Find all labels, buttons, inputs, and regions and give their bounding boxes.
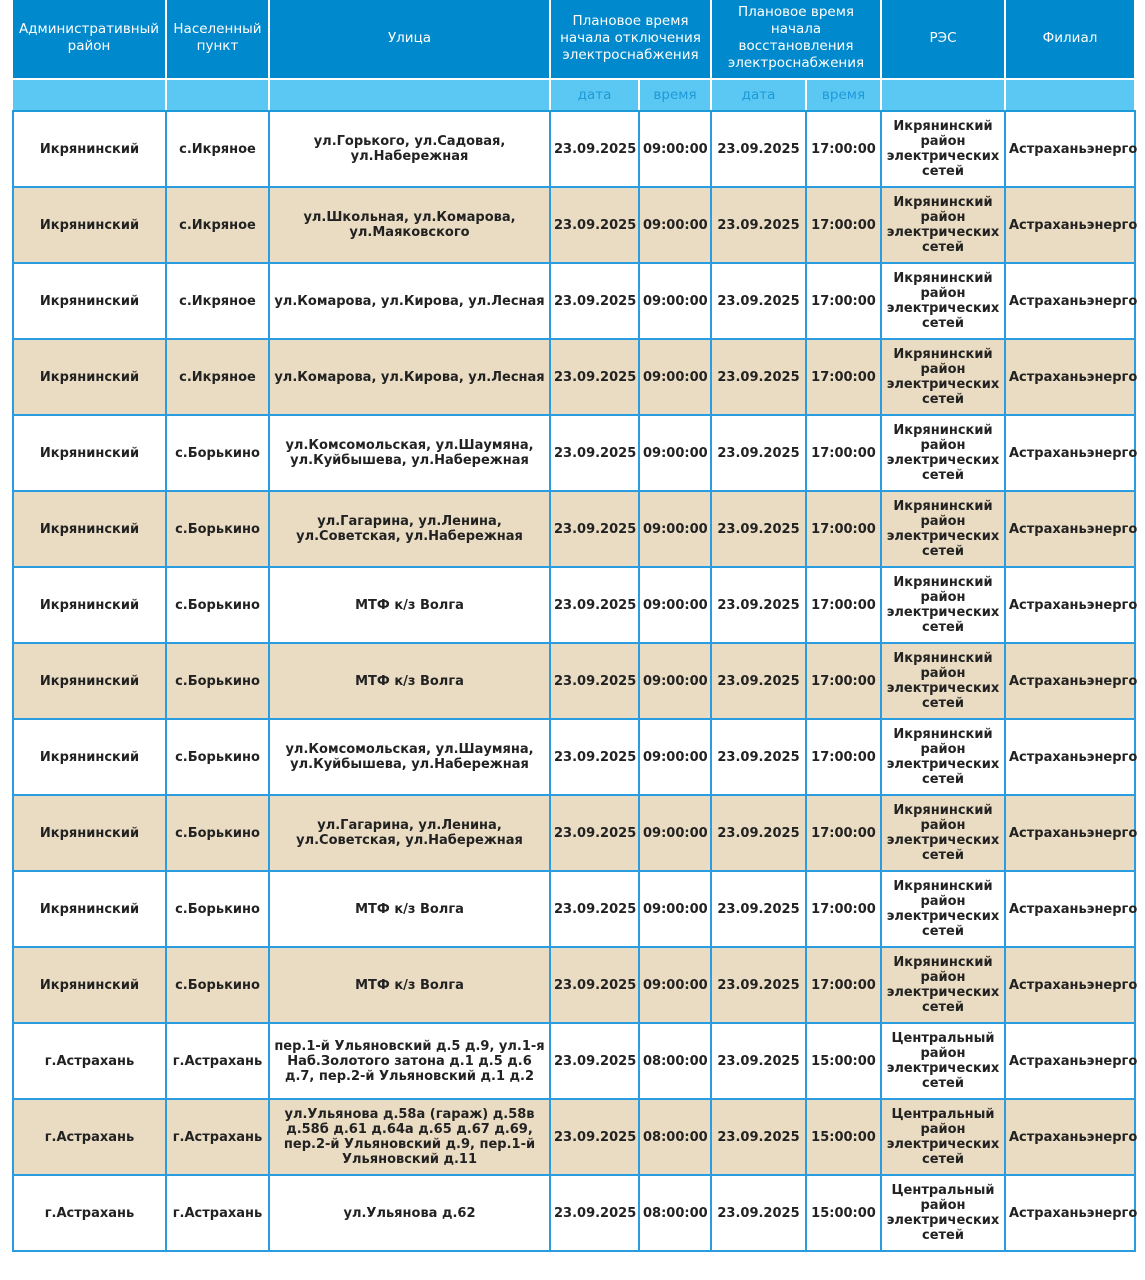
cell-settlement: с.Икряное: [166, 111, 269, 187]
cell-off-date: 23.09.2025: [550, 415, 639, 491]
cell-res: Икрянинский район электрических сетей: [881, 491, 1005, 567]
subheader-off-time: время: [639, 79, 711, 111]
cell-restore-date: 23.09.2025: [711, 339, 806, 415]
cell-res: Икрянинский район электрических сетей: [881, 263, 1005, 339]
cell-restore-date: 23.09.2025: [711, 491, 806, 567]
cell-restore-date: 23.09.2025: [711, 643, 806, 719]
subheader-off-date: дата: [550, 79, 639, 111]
table-row: [13, 795, 1135, 871]
cell-district: Икрянинский: [13, 567, 166, 643]
cell-settlement: с.Борькино: [166, 643, 269, 719]
cell-settlement: г.Астрахань: [166, 1099, 269, 1175]
cell-res: Икрянинский район электрических сетей: [881, 187, 1005, 263]
cell-branch: Астраханьэнерго: [1005, 871, 1135, 947]
cell-district: Икрянинский: [13, 415, 166, 491]
table-body: [13, 111, 1138, 1251]
cell-branch: Астраханьэнерго: [1005, 111, 1135, 187]
cell-district: Икрянинский: [13, 795, 166, 871]
cell-off-time: 09:00:00: [639, 719, 711, 795]
cell-restore-time: 17:00:00: [806, 339, 881, 415]
cell-off-date: 23.09.2025: [550, 1023, 639, 1099]
cell-res: Икрянинский район электрических сетей: [881, 719, 1005, 795]
cell-restore-time: 17:00:00: [806, 491, 881, 567]
subheader-row: [13, 79, 1135, 111]
cell-settlement: с.Борькино: [166, 415, 269, 491]
subheader-empty: [269, 79, 550, 111]
cell-settlement: с.Борькино: [166, 567, 269, 643]
cell-off-time: 08:00:00: [639, 1099, 711, 1175]
cell-restore-time: 15:00:00: [806, 1099, 881, 1175]
cell-restore-time: 17:00:00: [806, 871, 881, 947]
cell-restore-date: 23.09.2025: [711, 111, 806, 187]
subheader-empty: [1005, 79, 1135, 111]
cell-settlement: г.Астрахань: [166, 1023, 269, 1099]
cell-restore-time: 17:00:00: [806, 795, 881, 871]
cell-restore-time: 17:00:00: [806, 947, 881, 1023]
cell-off-time: 09:00:00: [639, 187, 711, 263]
cell-res: Центральный район электрических сетей: [881, 1023, 1005, 1099]
cell-restore-time: 15:00:00: [806, 1023, 881, 1099]
cell-street: ул.Комсомольская, ул.Шаумяна, ул.Куйбышева, ул.Набережная: [269, 719, 550, 795]
table-row: [13, 1023, 1135, 1099]
cell-district: Икрянинский: [13, 339, 166, 415]
cell-restore-time: 17:00:00: [806, 415, 881, 491]
cell-res: Икрянинский район электрических сетей: [881, 947, 1005, 1023]
cell-district: Икрянинский: [13, 263, 166, 339]
header-district: Административный район: [13, 0, 166, 79]
cell-restore-time: 17:00:00: [806, 187, 881, 263]
cell-res: Центральный район электрических сетей: [881, 1175, 1005, 1251]
cell-res: Икрянинский район электрических сетей: [881, 111, 1005, 187]
header-res: РЭС: [881, 0, 1005, 79]
cell-off-date: 23.09.2025: [550, 719, 639, 795]
cell-settlement: с.Икряное: [166, 339, 269, 415]
header-street: Улица: [269, 0, 550, 79]
cell-street: ул.Комарова, ул.Кирова, ул.Лесная: [269, 263, 550, 339]
cell-off-date: 23.09.2025: [550, 491, 639, 567]
cell-branch: Астраханьэнерго: [1005, 263, 1135, 339]
cell-off-time: 09:00:00: [639, 491, 711, 567]
cell-branch: Астраханьэнерго: [1005, 1099, 1135, 1175]
cell-restore-date: 23.09.2025: [711, 947, 806, 1023]
cell-settlement: с.Борькино: [166, 871, 269, 947]
table-row: [13, 719, 1135, 795]
cell-off-time: 09:00:00: [639, 795, 711, 871]
table-row: [13, 491, 1135, 567]
subheader-empty: [881, 79, 1005, 111]
cell-branch: Астраханьэнерго: [1005, 567, 1135, 643]
cell-res: Икрянинский район электрических сетей: [881, 339, 1005, 415]
cell-off-date: 23.09.2025: [550, 111, 639, 187]
cell-off-time: 08:00:00: [639, 1023, 711, 1099]
cell-off-time: 09:00:00: [639, 567, 711, 643]
cell-street: МТФ к/з Волга: [269, 567, 550, 643]
cell-restore-date: 23.09.2025: [711, 567, 806, 643]
cell-restore-date: 23.09.2025: [711, 1099, 806, 1175]
cell-street: ул.Горького, ул.Садовая, ул.Набережная: [269, 111, 550, 187]
cell-restore-date: 23.09.2025: [711, 1023, 806, 1099]
header-off-start: Плановое время начала отключения электроснабжения: [550, 0, 711, 79]
subheader-empty: [166, 79, 269, 111]
table-row: [13, 415, 1135, 491]
cell-district: Икрянинский: [13, 491, 166, 567]
cell-restore-time: 17:00:00: [806, 567, 881, 643]
cell-settlement: с.Икряное: [166, 187, 269, 263]
table-row: [13, 1175, 1135, 1251]
header-branch: Филиал: [1005, 0, 1135, 79]
cell-district: г.Астрахань: [13, 1099, 166, 1175]
header-settlement: Населенный пункт: [166, 0, 269, 79]
subheader-restore-time: время: [806, 79, 881, 111]
cell-settlement: с.Борькино: [166, 719, 269, 795]
cell-street: МТФ к/з Волга: [269, 871, 550, 947]
cell-branch: Астраханьэнерго: [1005, 795, 1135, 871]
cell-settlement: г.Астрахань: [166, 1175, 269, 1251]
cell-res: Икрянинский район электрических сетей: [881, 415, 1005, 491]
subheader-restore-date: дата: [711, 79, 806, 111]
header-restore-start: Плановое время начала восстановления электроснабжения: [711, 0, 881, 79]
table-row: [13, 947, 1135, 1023]
cell-off-time: 09:00:00: [639, 415, 711, 491]
cell-street: ул.Комарова, ул.Кирова, ул.Лесная: [269, 339, 550, 415]
cell-restore-time: 17:00:00: [806, 719, 881, 795]
cell-street: ул.Гагарина, ул.Ленина, ул.Советская, ул.Набережная: [269, 491, 550, 567]
cell-branch: Астраханьэнерго: [1005, 491, 1135, 567]
cell-res: Икрянинский район электрических сетей: [881, 795, 1005, 871]
cell-street: ул.Школьная, ул.Комарова, ул.Маяковского: [269, 187, 550, 263]
cell-district: Икрянинский: [13, 871, 166, 947]
cell-restore-time: 15:00:00: [806, 1175, 881, 1251]
cell-district: Икрянинский: [13, 643, 166, 719]
cell-district: Икрянинский: [13, 947, 166, 1023]
cell-branch: Астраханьэнерго: [1005, 643, 1135, 719]
cell-off-date: 23.09.2025: [550, 1099, 639, 1175]
cell-street: ул.Комсомольская, ул.Шаумяна, ул.Куйбышева, ул.Набережная: [269, 415, 550, 491]
cell-off-date: 23.09.2025: [550, 871, 639, 947]
table-row: [13, 643, 1135, 719]
cell-off-time: 09:00:00: [639, 111, 711, 187]
cell-res: Икрянинский район электрических сетей: [881, 871, 1005, 947]
cell-street: ул.Ульянова д.58а (гараж) д.58в д.58б д.61 д.64а д.65 д.67 д.69, пер.2-й Ульяновский д.9, пер.1-й Ульяновский д.11: [269, 1099, 550, 1175]
table-row: [13, 111, 1135, 187]
table-row: [13, 567, 1135, 643]
cell-res: Икрянинский район электрических сетей: [881, 643, 1005, 719]
cell-off-time: 09:00:00: [639, 339, 711, 415]
cell-restore-date: 23.09.2025: [711, 187, 806, 263]
cell-district: Икрянинский: [13, 719, 166, 795]
cell-settlement: с.Борькино: [166, 795, 269, 871]
cell-off-date: 23.09.2025: [550, 1175, 639, 1251]
cell-res: Икрянинский район электрических сетей: [881, 567, 1005, 643]
subheader-empty: [13, 79, 166, 111]
cell-district: Икрянинский: [13, 111, 166, 187]
table-row: [13, 187, 1135, 263]
header-row: [13, 0, 1135, 79]
cell-restore-date: 23.09.2025: [711, 263, 806, 339]
cell-settlement: с.Борькино: [166, 947, 269, 1023]
cell-restore-date: 23.09.2025: [711, 871, 806, 947]
cell-off-time: 09:00:00: [639, 263, 711, 339]
cell-street: ул.Ульянова д.62: [269, 1175, 550, 1251]
cell-off-date: 23.09.2025: [550, 947, 639, 1023]
cell-district: г.Астрахань: [13, 1175, 166, 1251]
cell-restore-date: 23.09.2025: [711, 795, 806, 871]
cell-branch: Астраханьэнерго: [1005, 947, 1135, 1023]
cell-off-time: 09:00:00: [639, 871, 711, 947]
cell-off-date: 23.09.2025: [550, 263, 639, 339]
cell-off-date: 23.09.2025: [550, 567, 639, 643]
cell-street: ул.Гагарина, ул.Ленина, ул.Советская, ул.Набережная: [269, 795, 550, 871]
cell-restore-date: 23.09.2025: [711, 1175, 806, 1251]
cell-street: пер.1-й Ульяновский д.5 д.9, ул.1-я Наб.Золотого затона д.1 д.5 д.6 д.7, пер.2-й Ульяновский д.1 д.2: [269, 1023, 550, 1099]
cell-restore-date: 23.09.2025: [711, 719, 806, 795]
cell-branch: Астраханьэнерго: [1005, 719, 1135, 795]
cell-street: МТФ к/з Волга: [269, 947, 550, 1023]
table-row: [13, 871, 1135, 947]
cell-off-time: 08:00:00: [639, 1175, 711, 1251]
cell-settlement: с.Борькино: [166, 491, 269, 567]
cell-off-date: 23.09.2025: [550, 339, 639, 415]
cell-restore-time: 17:00:00: [806, 263, 881, 339]
cell-off-date: 23.09.2025: [550, 795, 639, 871]
cell-settlement: с.Икряное: [166, 263, 269, 339]
cell-restore-date: 23.09.2025: [711, 415, 806, 491]
cell-off-date: 23.09.2025: [550, 643, 639, 719]
cell-restore-time: 17:00:00: [806, 643, 881, 719]
cell-branch: Астраханьэнерго: [1005, 415, 1135, 491]
cell-restore-time: 17:00:00: [806, 111, 881, 187]
cell-district: г.Астрахань: [13, 1023, 166, 1099]
cell-branch: Астраханьэнерго: [1005, 1175, 1135, 1251]
cell-off-time: 09:00:00: [639, 947, 711, 1023]
cell-street: МТФ к/з Волга: [269, 643, 550, 719]
cell-branch: Астраханьэнерго: [1005, 339, 1135, 415]
cell-res: Центральный район электрических сетей: [881, 1099, 1005, 1175]
cell-branch: Астраханьэнерго: [1005, 187, 1135, 263]
cell-off-date: 23.09.2025: [550, 187, 639, 263]
cell-district: Икрянинский: [13, 187, 166, 263]
cell-branch: Астраханьэнерго: [1005, 1023, 1135, 1099]
table-row: [13, 339, 1135, 415]
outage-schedule-table: [12, 0, 1136, 1252]
table-row: [13, 1099, 1135, 1175]
cell-off-time: 09:00:00: [639, 643, 711, 719]
table-row: [13, 263, 1135, 339]
